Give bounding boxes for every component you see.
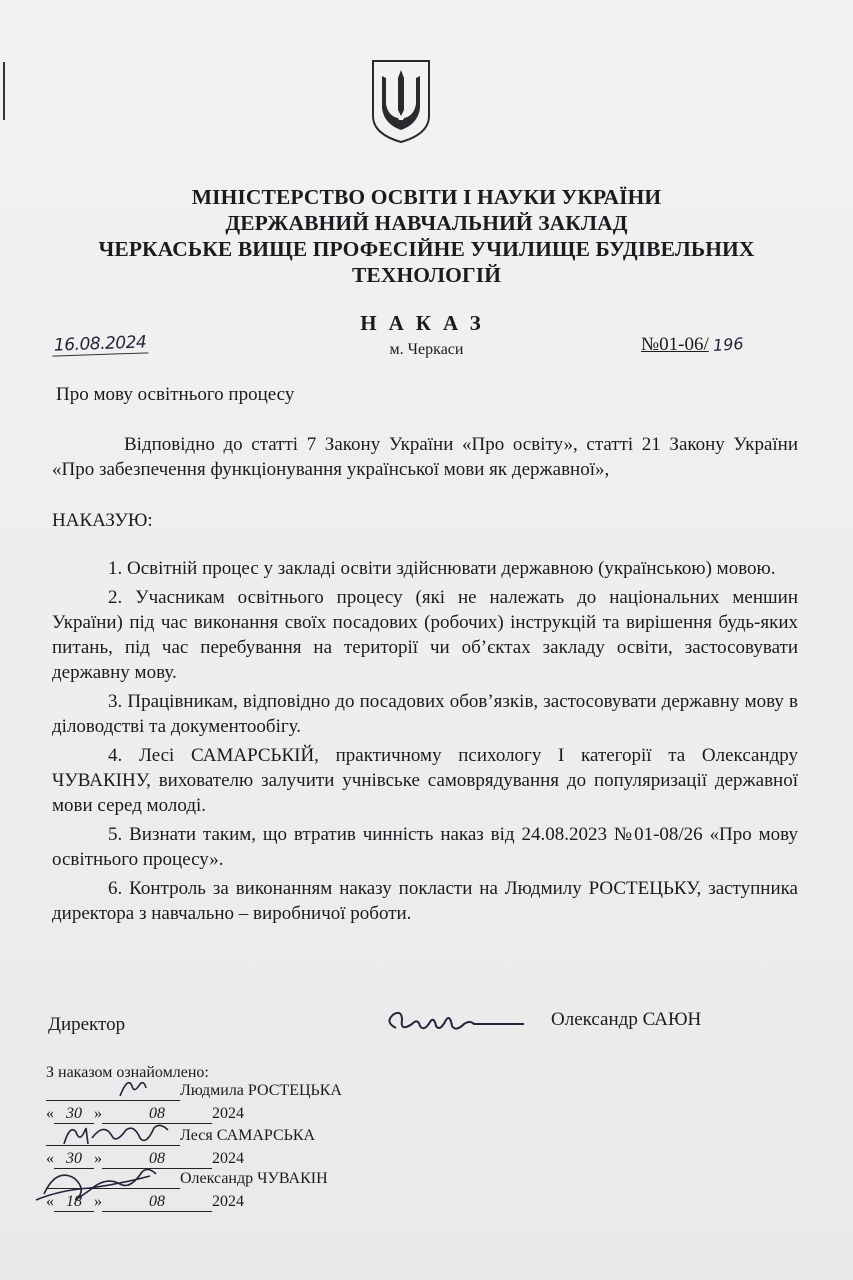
director-name: Олександр САЮН	[551, 1009, 702, 1030]
order-date: 16.08.2024	[52, 332, 149, 356]
ack-date-row: « 18 » 08 2024	[46, 1193, 244, 1210]
ack-person-name: Олександр ЧУВАКІН	[180, 1170, 328, 1187]
order-city: м. Черкаси	[389, 341, 464, 358]
ack-signature-2	[56, 1118, 176, 1152]
ack-day: 30	[54, 1105, 94, 1124]
ack-month: 08	[102, 1150, 212, 1169]
header-institution-type: ДЕРЖАВНИЙ НАВЧАЛЬНИЙ ЗАКЛАД	[225, 211, 628, 235]
order-item: 3. Працівникам, відповідно до посадових обов’язків, застосовувати державну мову в діловодстві та документообігу.	[52, 691, 798, 737]
order-item: 1. Освітній процес у закладі освіти здійснювати державною (українською) мовою.	[108, 558, 776, 579]
order-item: 6. Контроль за виконанням наказу покласти на Людмилу РОСТЕЦЬКУ, заступника директора з навчально – виробничої роботи.	[52, 878, 798, 924]
order-subject: Про мову освітнього процесу	[56, 384, 295, 405]
ack-day: 18	[54, 1193, 94, 1212]
ack-month: 08	[102, 1105, 212, 1124]
ack-day: 30	[54, 1150, 94, 1169]
institution-header	[40, 184, 813, 288]
ack-year: 2024	[212, 1105, 244, 1122]
ack-person-name: Людмила РОСТЕЦЬКА	[180, 1082, 342, 1099]
order-item: 5. Визнати таким, що втратив чинність наказ від 24.08.2023 №01-08/26 «Про мову освітнього процесу».	[52, 824, 798, 870]
order-number-prefix: №01-06/	[641, 334, 709, 355]
ack-date-row: « 30 » 08 2024	[46, 1105, 244, 1122]
order-item: 4. Лесі САМАРСЬКІЙ, практичному психологу І категорії та Олександру ЧУВАКІНУ, вихователю залучити учнівське самоврядування до популяризації державної мови серед молоді.	[52, 745, 798, 816]
order-item: 2. Учасникам освітнього процесу (які не належать до національних меншин України) під час виконання своїх посадових (робочих) інструкцій та вирішення будь-яких питань, під час перебування на території чи об’єктах закладу освіти, застосовувати державну мову.	[52, 587, 798, 683]
director-signature	[378, 1004, 528, 1038]
edge-mark	[3, 62, 5, 120]
header-institution-name: ЧЕРКАСЬКЕ ВИЩЕ ПРОФЕСІЙНЕ УЧИЛИЩЕ БУДІВЕЛЬНИХ	[98, 237, 755, 261]
ack-person-name: Леся САМАРСЬКА	[180, 1127, 316, 1144]
ack-signature-1	[110, 1072, 160, 1102]
ack-signature-row	[46, 1082, 342, 1101]
order-items	[52, 556, 798, 930]
ack-year: 2024	[212, 1150, 244, 1167]
trident-icon	[370, 58, 432, 144]
director-label: Директор	[48, 1014, 126, 1035]
preamble: Відповідно до статті 7 Закону України «Про освіту», статті 21 Закону України «Про забезпечення функціонування української мови як державної»,	[52, 434, 798, 480]
acknowledgement-label: З наказом ознайомлено:	[46, 1064, 209, 1081]
ack-year: 2024	[212, 1193, 244, 1210]
order-title: НАКАЗ	[360, 311, 493, 335]
order-number	[641, 334, 743, 356]
order-number-handwritten: 196	[712, 333, 744, 356]
order-directive-label: НАКАЗУЮ:	[52, 510, 153, 531]
ack-date-row: « 30 » 08 2024	[46, 1150, 244, 1167]
header-ministry: МІНІСТЕРСТВО ОСВІТИ І НАУКИ УКРАЇНИ	[191, 185, 662, 209]
header-institution-name-cont: ТЕХНОЛОГІЙ	[351, 263, 502, 287]
ack-month: 08	[102, 1193, 212, 1212]
